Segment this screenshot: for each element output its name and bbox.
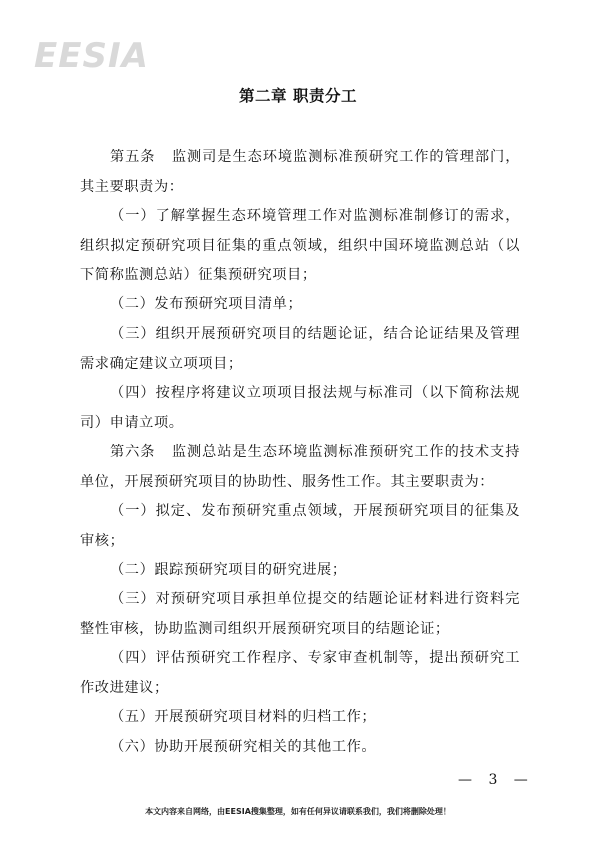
article-5-item-2: （二）发布预研究项目清单； xyxy=(110,296,303,312)
page-number: — 3 — xyxy=(458,772,534,788)
article-6-item-1: （一）拟定、发布预研究重点领域，开展预研究项目的征集及审核； xyxy=(80,503,520,549)
article-6-item-6: （六）协助开展预研究相关的其他工作。 xyxy=(110,739,377,755)
article-6-item-5: （五）开展预研究项目材料的归档工作； xyxy=(110,709,377,725)
article-5-item-3: （三）组织开展预研究项目的结题论证，结合论证结果及管理需求确定建议立项项目； xyxy=(80,326,520,372)
article-5-label: 第五条 xyxy=(110,149,156,165)
article-5-item-4: （四）按程序将建议立项项目报法规与标准司（以下简称法规司）申请立项。 xyxy=(80,385,520,431)
article-6-item-4: （四）评估预研究工作程序、专家审查机制等，提出预研究工作改进建议； xyxy=(80,650,520,696)
article-6-item-2: （二）跟踪预研究项目的研究进展； xyxy=(110,562,347,578)
chapter-title: 第二章 职责分工 xyxy=(239,87,357,105)
watermark-logo: EESIA xyxy=(34,36,149,76)
article-5-item-1: （一）了解掌握生态环境管理工作对监测标准制修订的需求，组织拟定预研究项目征集的重点领域，组织中国环境监测总站（以下简称监测总站）征集预研究项目； xyxy=(80,208,520,283)
footer-notice: 本文内容来自网络，由EESIA搜集整理，如有任何异议请联系我们，我们将删除处理！ xyxy=(145,807,451,816)
article-6-text: 监测总站是生态环境监测标准预研究工作的技术支持单位，开展预研究项目的协助性、服务性工作。其主要职责为： xyxy=(80,444,520,490)
article-6-item-3: （三）对预研究项目承担单位提交的结题论证材料进行资料完整性审核，协助监测司组织开展预研究项目的结题论证； xyxy=(80,591,520,637)
article-5-text: 监测司是生态环境监测标准预研究工作的管理部门，其主要职责为： xyxy=(80,149,520,195)
article-6-label: 第六条 xyxy=(110,444,156,460)
article-6-intro xyxy=(80,438,520,497)
article-5-intro xyxy=(80,143,520,202)
